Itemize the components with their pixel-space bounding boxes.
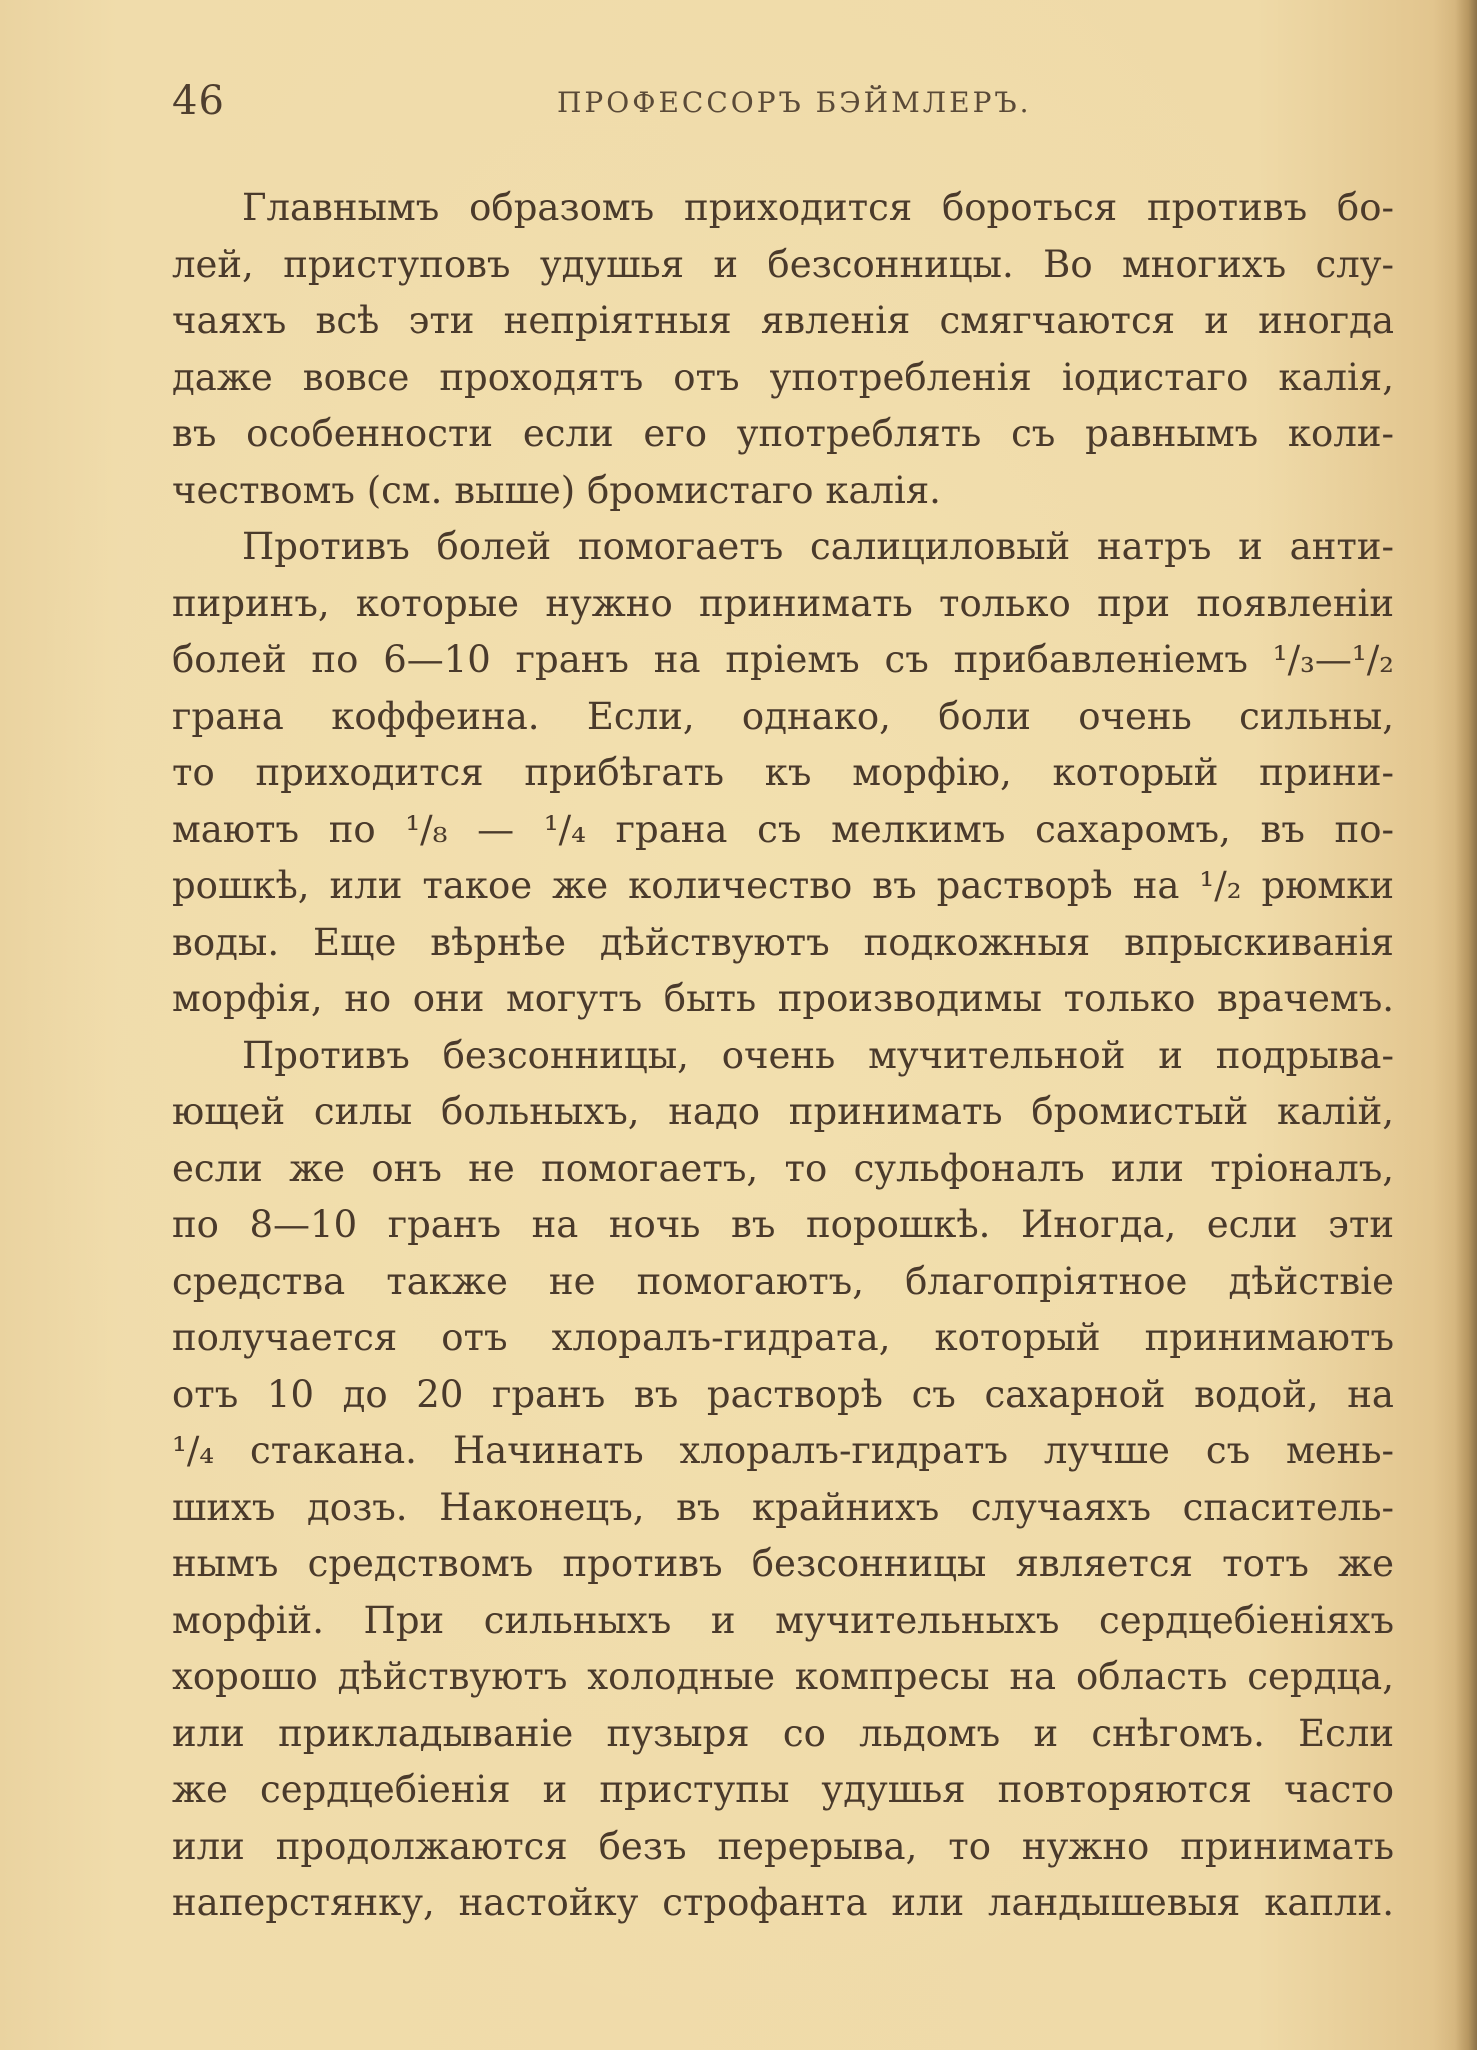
text-line: чествомъ (см. выше) бромистаго калія. <box>172 468 941 512</box>
text-line: отъ 10 до 20 гранъ въ растворѣ съ сахарной водой, на <box>172 1372 1394 1416</box>
text-line: или прикладываніе пузыря со льдомъ и снѣгомъ. Если <box>172 1711 1394 1755</box>
text-line: Главнымъ образомъ приходится бороться противъ бо- <box>242 186 1394 229</box>
text-line: лей, приступовъ удушья и безсонницы. Во многихъ слу- <box>172 242 1394 286</box>
text-line: Противъ безсонницы, очень мучительной и подрыва- <box>242 1033 1394 1077</box>
text-line: шихъ дозъ. Наконецъ, въ крайнихъ случаяхъ спаситель- <box>172 1485 1394 1529</box>
text-line: воды. Еще вѣрнѣе дѣйствуютъ подкожныя впрыскиванія <box>172 920 1394 964</box>
text-line: даже вовсе проходятъ отъ употребленія іодистаго калія, <box>172 355 1394 399</box>
text-line: пиринъ, которые нужно принимать только при появленіи <box>172 581 1394 625</box>
text-line: получается отъ хлоралъ-гидрата, который принимаютъ <box>172 1316 1394 1359</box>
text-line: Противъ болей помогаетъ салициловый натръ и анти- <box>242 525 1394 568</box>
text-line: маютъ по ¹/₈ — ¹/₄ грана съ мелкимъ сахаромъ, въ по- <box>172 807 1394 851</box>
page-number: 46 <box>172 78 225 124</box>
text-line: или продолжаются безъ перерыва, то нужно принимать <box>172 1824 1394 1868</box>
text-line: болей по 6—10 гранъ на пріемъ съ прибавленіемъ ¹/₃—¹/₂ <box>172 638 1394 681</box>
page-edge-shadow <box>1455 0 1477 2050</box>
text-line: рошкѣ, или такое же количество въ растворѣ на ¹/₂ рюмки <box>172 864 1394 907</box>
text-line: нымъ средствомъ противъ безсонницы является тотъ же <box>172 1542 1394 1585</box>
text-line: ¹/₄ стакана. Начинать хлоралъ-гидратъ лучше съ мень- <box>172 1429 1394 1472</box>
text-line: по 8—10 гранъ на ночь въ порошкѣ. Иногда, если эти <box>172 1203 1394 1246</box>
text-line: морфія, но они могутъ быть производимы только врачемъ. <box>172 977 1394 1020</box>
text-line: грана коффеина. Если, однако, боли очень сильны, <box>172 694 1394 738</box>
text-line: то приходится прибѣгать къ морфію, который прини- <box>172 751 1394 794</box>
text-line: наперстянку, настойку строфанта или ландышевыя капли. <box>172 1881 1394 1924</box>
running-head: ПРОФЕССОРЪ БЭЙМЛЕРЪ. <box>557 86 1032 119</box>
text-line: же сердцебіенія и приступы удушья повторяются часто <box>172 1768 1394 1811</box>
body-text <box>172 180 1394 1932</box>
text-line: морфій. При сильныхъ и мучительныхъ сердцебіеніяхъ <box>172 1598 1394 1642</box>
page-header <box>172 78 1422 138</box>
text-line: ющей силы больныхъ, надо принимать бромистый калій, <box>172 1090 1394 1133</box>
text-line: въ особенности если его употреблять съ равнымъ коли- <box>172 412 1394 455</box>
text-line: если же онъ не помогаетъ, то сульфоналъ или тріоналъ, <box>172 1146 1394 1190</box>
text-line: средства также не помогаютъ, благопріятное дѣйствіе <box>172 1259 1394 1303</box>
text-line: чаяхъ всѣ эти непріятныя явленія смягчаются и иногда <box>172 299 1394 342</box>
text-line: хорошо дѣйствуютъ холодные компресы на область сердца, <box>172 1655 1394 1698</box>
